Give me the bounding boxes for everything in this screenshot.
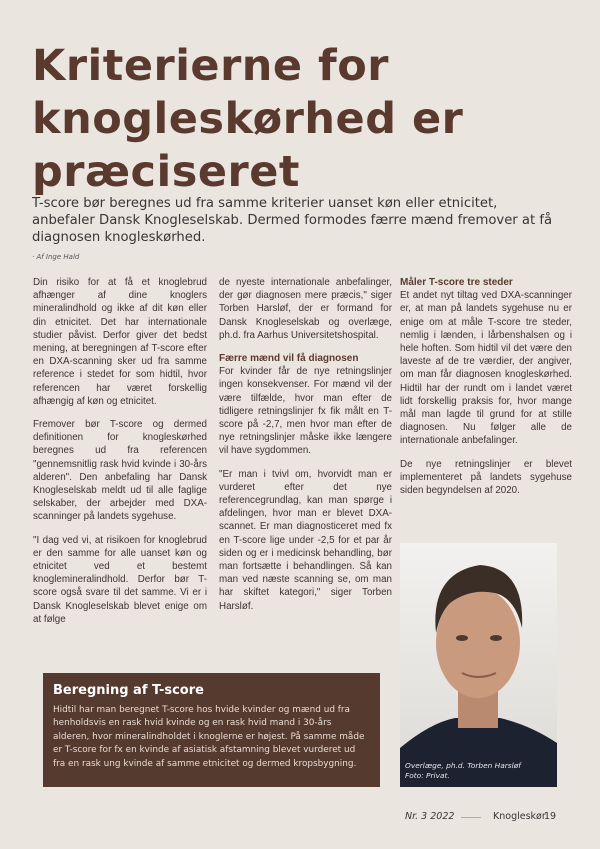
issue-number: Nr. 3 2022	[405, 811, 455, 822]
paragraph: "I dag ved vi, at risikoen for knoglebrud er den samme for alle uanset køn og etnicitet ved et bestemt knoglemineralindhold. Derfor bør T-score også svare til det samme. Vi er i Dansk Knogleselskab blevet enige om at følge	[33, 534, 207, 625]
factbox	[43, 673, 380, 787]
paragraph: Fremover bør T-score og dermed definitionen for knogleskørhed beregnes ud fra referencen "gennemsnitlig rask hvid kvinde i 30-års alderen". Den anbefaling har Dansk Knogleselskab meldt ud til alle faglige selskaber, der arbejder med DXA-scanninger på landets sygehuse.	[33, 419, 207, 523]
factbox-text: Hidtil har man beregnet T-score hos hvide kvinder og mænd ud fra henholdsvis en rask hvid kvinde og en rask hvid mand i 30-års alderen, hvor mineralindholdet i knoglerne er højest. På samme måde er T-score for fx en kvinde af asiatisk afstamning blevet vurderet ud fra en rask ung kvinde af samme etnicitet og dermed kropsbygning.	[53, 705, 365, 769]
portrait-photo	[400, 543, 557, 787]
paragraph: Din risiko for at få et knoglebrud afhænger af dine knoglers mineralindhold og ikke af dit køn eller din etnicitet. Det har internationale studier påvist. Derfor giver det bedst mening, at beregningen af T-score efter en DXA-scanning sker ud fra samme reference i stedet for som hidtil, hvor referencen har været forskellig afhængig af køn og etnicitet.	[33, 277, 207, 407]
paragraph: For kvinder får de nye retningslinjer ingen konsekvenser. For mænd vil der være tilfælde, hvor man efter de tidligere retningslinjer fx fik målt en T-score på -2,7, men hvor man efter de nye retningslinjer måske ikke længere vil have sygdommen.	[219, 366, 392, 457]
magazine-name: Knogleskør	[493, 811, 546, 822]
column-3	[400, 276, 572, 507]
page-number: 19	[544, 811, 557, 822]
paragraph: "Er man i tvivl om, hvorvidt man er vurderet efter det nye referencegrundlag, kan man spørge i afdelingen, hvor man er blevet DXA-scannet. Er man diagnosticeret med fx en T-score lige under -2,5 for et par år siden og er i medicinsk behandling, bør man fortsætte i behandlingen. Så kan man ved næste scanning se, om man har skiftet kategori," siger Torben Harsløf.	[219, 468, 392, 612]
paragraph: de nyeste internationale anbefalinger, der gør diagnosen mere præcis," siger Torben Harsløf, der er formand for Dansk Knogleselskab og overlæge, ph.d. fra Aarhus Universitetshospital.	[219, 277, 392, 341]
subheading: Måler T-score tre steder	[400, 277, 513, 288]
factbox-title: Beregning af T-score	[53, 683, 204, 698]
footer-divider	[461, 817, 481, 818]
paragraph: De nye retningslinjer er blevet implementeret på landets sygehuse siden begyndelsen af 2020.	[400, 458, 572, 497]
article-lead: T-score bør beregnes ud fra samme kriterier uanset køn eller etnicitet, anbefaler Dansk Knogleselskab. Dermed formodes færre mænd fremover at få diagnosen knogleskørhed.	[32, 196, 553, 245]
portrait-illustration	[400, 543, 557, 787]
caption-credit: Foto: Privat.	[405, 771, 450, 780]
subheading: Færre mænd vil få diagnosen	[219, 353, 359, 365]
caption-name: Overlæge, ph.d. Torben Harsløf	[405, 761, 521, 770]
column-1	[33, 276, 207, 636]
article-title: Kriterierne for knogleskørhed er præciseret	[32, 41, 464, 197]
column-2	[219, 276, 392, 623]
paragraph: Et andet nyt tiltag ved DXA-scanninger er, at man på landets sygehuse nu er enige om at måle T-score tre steder, nemlig i lænden, i lårbenshalsen og i hele hoften. Som hidtil vil det være den laveste af de tre værdier, der angiver, om man får diagnosen knogleskørhed. Hidtil har der rundt om i landet været lidt forskellig praksis for, hvor mange mål man lagde til grund for at stille diagnosen. Nu følger alle de internationale anbefalinger.	[400, 290, 572, 447]
photo-caption	[405, 761, 521, 781]
byline: · Af Inge Hald	[32, 253, 80, 261]
